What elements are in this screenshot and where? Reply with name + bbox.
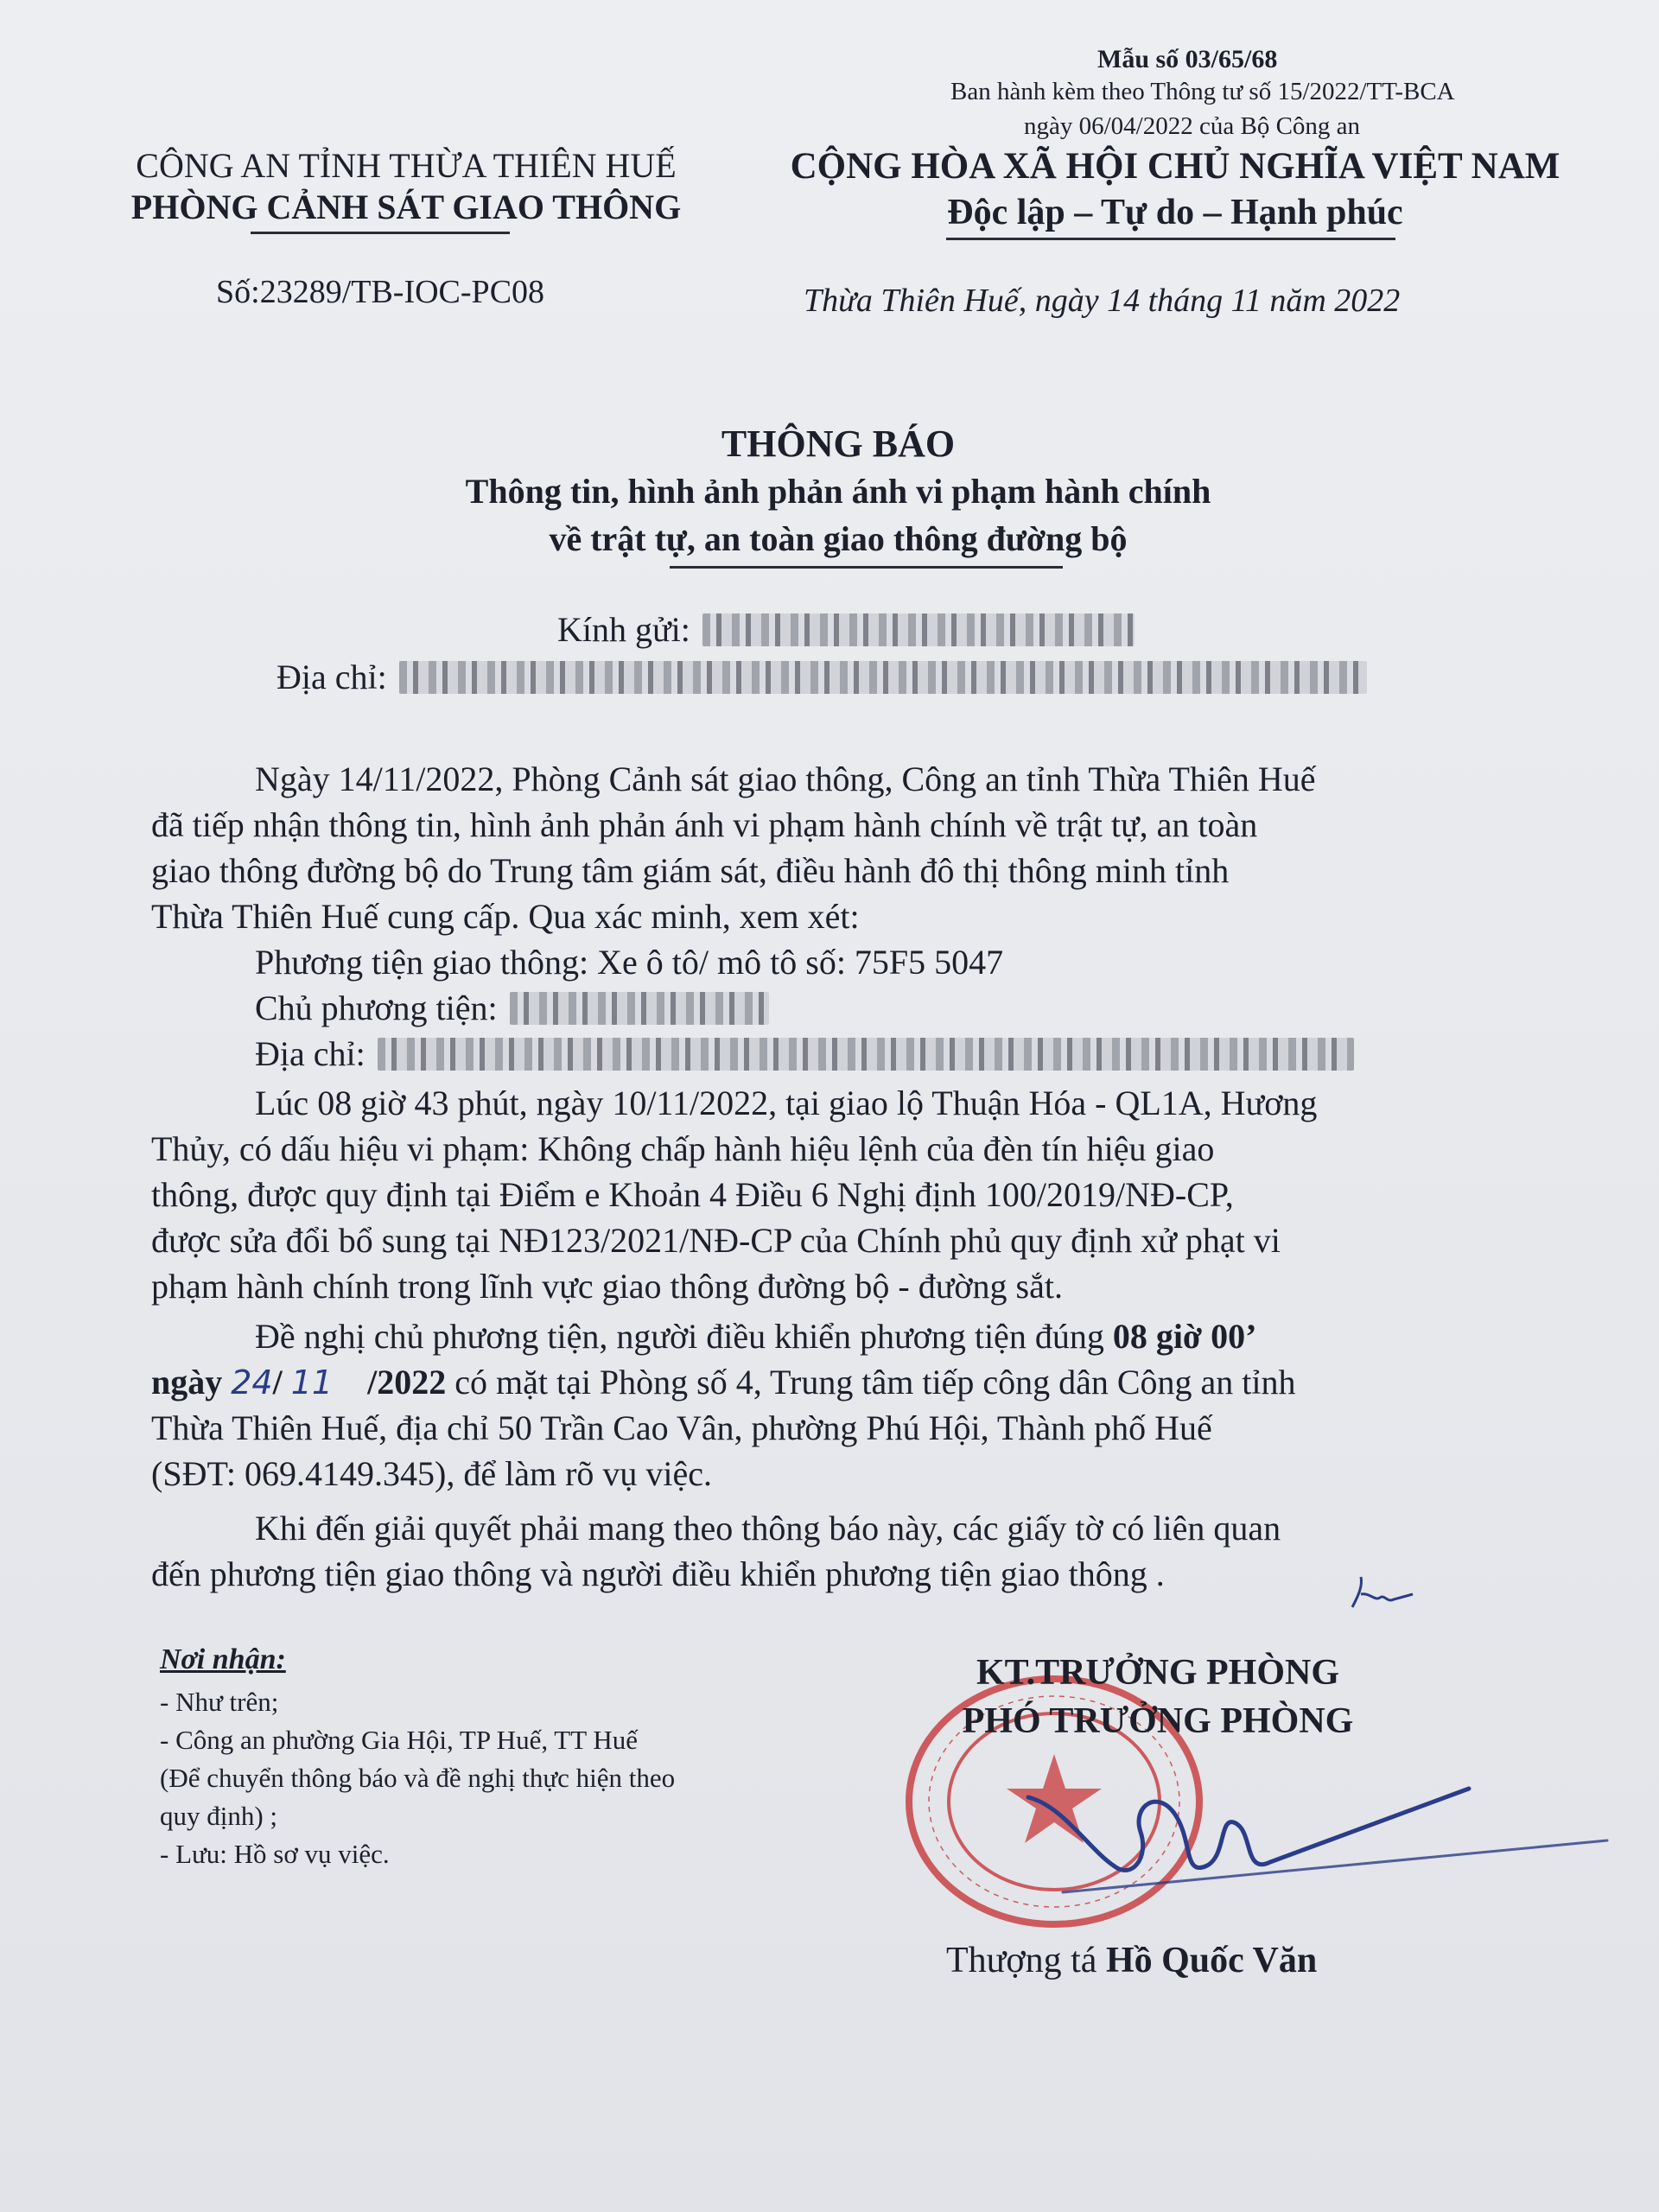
signer-name	[946, 1940, 1317, 1981]
recipient-address-label: Địa chỉ:	[276, 658, 387, 696]
signer-full-name: Hồ Quốc Văn	[1105, 1941, 1318, 1980]
recipients-item: - Công an phường Gia Hội, TP Huế, TT Huế	[160, 1725, 638, 1755]
recipients-item: - Như trên;	[160, 1687, 279, 1717]
body-line: được sửa đổi bổ sung tại NĐ123/2021/NĐ-CP của Chính phủ quy định xử phạt vi	[151, 1221, 1281, 1260]
recipients-title: Nơi nhận:	[160, 1643, 286, 1675]
body-line: giao thông đường bộ do Trung tâm giám sát, điều hành đô thị thông minh tỉnh	[151, 851, 1230, 890]
redacted-owner-name	[510, 992, 769, 1025]
owner-label: Chủ phương tiện:	[255, 988, 498, 1027]
national-motto: Độc lập – Tự do – Hạnh phúc	[947, 193, 1403, 232]
body-line: phạm hành chính trong lĩnh vực giao thông đường bộ - đường sắt.	[151, 1267, 1063, 1306]
body-line: Thủy, có dấu hiệu vi phạm: Không chấp hành hiệu lệnh của đèn tín hiệu giao	[151, 1129, 1215, 1168]
redacted-recipient-address	[399, 661, 1367, 694]
owner-address-line	[255, 1031, 1354, 1077]
body-line: đã tiếp nhận thông tin, hình ảnh phản ánh vi phạm hành chính về trật tự, an toàn	[151, 805, 1258, 844]
handwritten-initial-mark	[1344, 1568, 1421, 1620]
form-issued-line1: Ban hành kèm theo Thông tư số 15/2022/TT-BCA	[950, 78, 1455, 105]
body-line: Ngày 14/11/2022, Phòng Cảnh sát giao thông, Công an tỉnh Thừa Thiên Huế	[255, 760, 1316, 798]
redacted-owner-address	[378, 1038, 1354, 1071]
body-text-span: ngày	[151, 1363, 232, 1402]
body-line: thông, được quy định tại Điểm e Khoản 4 Điều 6 Nghị định 100/2019/NĐ-CP,	[151, 1175, 1234, 1214]
recipient-label: Kính gửi:	[557, 610, 690, 649]
document-subtitle-line1: Thông tin, hình ảnh phản ánh vi phạm hành chính	[465, 472, 1211, 511]
handwritten-signature	[1011, 1754, 1616, 1918]
place-date: Thừa Thiên Huế, ngày 14 tháng 11 năm 2022	[804, 283, 1401, 319]
body-line: ngày 24/ 11 /2022 có mặt tại Phòng số 4, Trung tâm tiếp công dân Công an tỉnh	[151, 1363, 1296, 1402]
body-text-span: Đề nghị chủ phương tiện, người điều khiển phương tiện đúng	[255, 1317, 1113, 1356]
body-text-span: có mặt tại Phòng số 4, Trung tâm tiếp công dân Công an tỉnh	[446, 1363, 1296, 1402]
body-line: (SĐT: 069.4149.345), để làm rõ vụ việc.	[151, 1454, 713, 1493]
recipients-item: quy định) ;	[160, 1801, 278, 1831]
document-number: Số:23289/TB-IOC-PC08	[216, 274, 545, 310]
recipient-address-line	[276, 657, 1367, 697]
appointment-time: 08 giờ 00’	[1112, 1317, 1257, 1356]
owner-address-label: Địa chỉ:	[255, 1034, 365, 1073]
agency-parent: CÔNG AN TỈNH THỪA THIÊN HUẾ	[136, 146, 677, 185]
document-title: THÔNG BÁO	[721, 423, 956, 465]
owner-line	[255, 985, 769, 1031]
national-title: CỘNG HÒA XÃ HỘI CHỦ NGHĨA VIỆT NAM	[790, 146, 1560, 187]
form-issued-line2: ngày 06/04/2022 của Bộ Công an	[1024, 112, 1361, 140]
handwritten-day: 24	[231, 1363, 273, 1402]
agency-name: PHÒNG CẢNH SÁT GIAO THÔNG	[130, 188, 682, 226]
vehicle-line: Phương tiện giao thông: Xe ô tô/ mô tô số: 75F5 5047	[255, 943, 1004, 982]
body-line: Khi đến giải quyết phải mang theo thông báo này, các giấy tờ có liên quan	[255, 1509, 1281, 1548]
signature-title-line1: KT.TRƯỞNG PHÒNG	[976, 1653, 1339, 1693]
signer-rank: Thượng tá	[946, 1941, 1106, 1980]
body-line: Thừa Thiên Huế, địa chỉ 50 Trần Cao Vân, phường Phú Hội, Thành phố Huế	[151, 1408, 1212, 1447]
recipient-line	[557, 609, 1135, 650]
redacted-recipient-name	[702, 613, 1135, 646]
body-line: Lúc 08 giờ 43 phút, ngày 10/11/2022, tại giao lộ Thuận Hóa - QL1A, Hương	[255, 1084, 1318, 1122]
motto-underline	[946, 238, 1395, 240]
body-line: Thừa Thiên Huế cung cấp. Qua xác minh, xem xét:	[151, 897, 860, 936]
signature-title-line2: PHÓ TRƯỞNG PHÒNG	[962, 1701, 1354, 1741]
document-subtitle-line2: về trật tự, an toàn giao thông đường bộ	[549, 519, 1128, 558]
subtitle-underline	[670, 566, 1063, 569]
recipients-item: (Để chuyển thông báo và đề nghị thực hiện theo	[160, 1763, 676, 1793]
form-number: Mẫu số 03/65/68	[1097, 45, 1278, 73]
body-line: đến phương tiện giao thông và người điều khiển phương tiện giao thông .	[151, 1554, 1165, 1593]
agency-underline	[251, 232, 510, 234]
recipients-item: - Lưu: Hồ sơ vụ việc.	[160, 1839, 390, 1869]
handwritten-month: 11	[290, 1363, 334, 1402]
appointment-year: /2022	[367, 1363, 447, 1402]
body-line	[255, 1313, 1256, 1359]
